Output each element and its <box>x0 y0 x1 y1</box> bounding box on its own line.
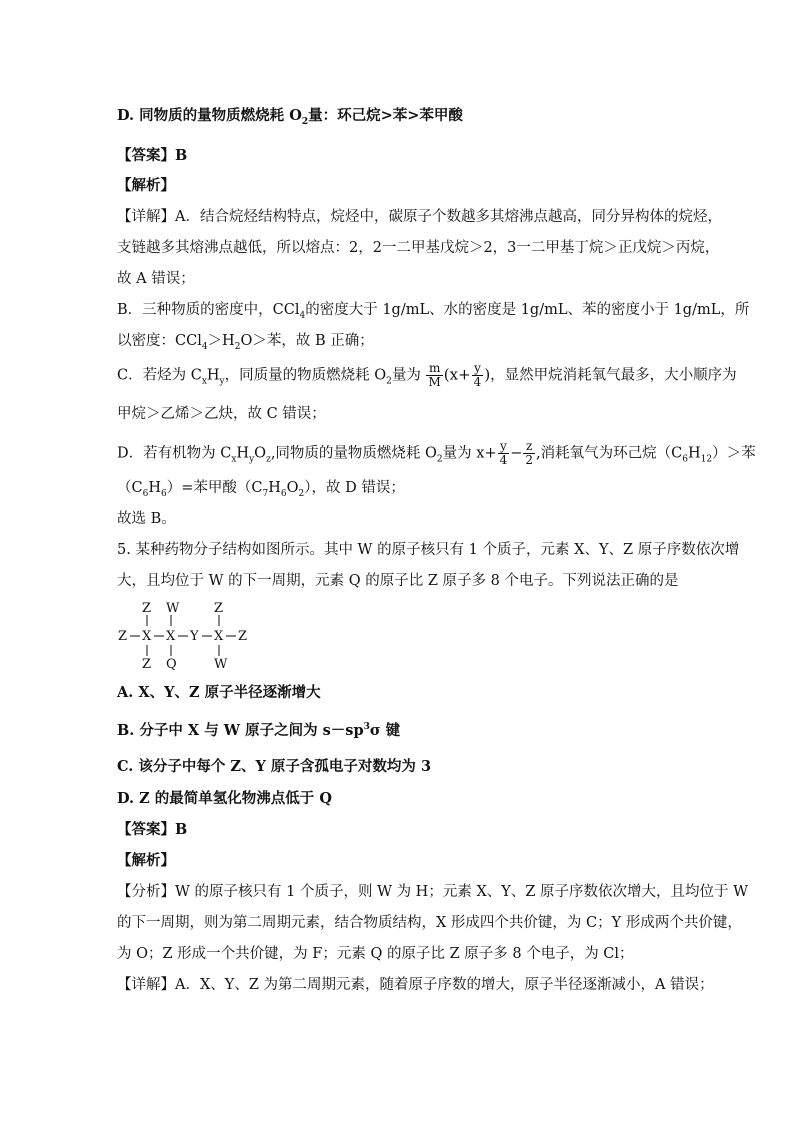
atom-mid-z1: Z <box>118 629 128 644</box>
q4-analysis-heading: 【解析】 <box>117 177 175 194</box>
atom-top-w: W <box>166 601 180 616</box>
q5-option-c: C. 该分子中每个 Z、Y 原子含孤电子对数均为 3 <box>117 758 432 775</box>
q4-detail-c-line2: 甲烷＞乙烯＞乙炔，故 C 错误； <box>117 406 326 422</box>
q5-fenxi-line2: 的下一周期，则为第二周期元素，结合物质结构，X 形成四个共价键，为 C；Y 形成两个共价键， <box>117 915 742 931</box>
q4-detail-a-line3: 故 A 错误； <box>117 271 195 287</box>
q4-detail-b-line2: 以密度：$CCl_4>H_2O>$苯，故 B 正确； <box>117 333 374 352</box>
atom-bottom-q: Q <box>166 657 177 672</box>
fraction-y-over-4-d: $\frac{y}{4}$ <box>499 439 508 467</box>
q5-fenxi-line3: 为 O；Z 形成一个共价键，为 F；元素 Q 的原子比 Z 原子多 8 个电子，为 Cl； <box>117 946 634 962</box>
atom-top-z1: Z <box>142 601 152 616</box>
q5-stem-line1: 5. 某种药物分子结构如图所示。其中 W 的原子核只有 1 个质子，元素 X、Y、Z 原子序数依次增 <box>117 542 740 558</box>
atom-bottom-w: W <box>214 657 228 672</box>
q5-detail-line1: 【详解】A．X、Y、Z 为第二周期元素，随着原子序数的增大，原子半径逐渐减小，A 错误； <box>117 977 714 993</box>
atom-mid-y: Y <box>190 629 199 644</box>
q5-answer: 【答案】B <box>117 821 188 838</box>
atom-mid-x2: X <box>166 629 176 644</box>
q4-detail-c-line1: C．若烃为 $C_xH_y$，同质量的物质燃烧耗 $O_2$量为 $\frac{m}{M}$ (x+ $\frac{y}{4}$ )，显然甲烷消耗氧气最多，大小顺序为 <box>117 361 737 389</box>
q5-option-b: B. 分子中 X 与 W 原子之间为 $s-sp^3\sigma$ 键 <box>117 722 401 739</box>
q4-option-d: D. 同物质的量物质燃烧耗 $O_2$量：环己烷>苯>苯甲酸 <box>117 107 463 127</box>
q5-stem-line2: 大，且均位于 W 的下一周期，元素 Q 的原子比 Z 原子多 8 个电子。下列说法正确的是 <box>117 573 679 589</box>
atom-bottom-z: Z <box>142 657 152 672</box>
q4-answer: 【答案】B <box>117 147 188 164</box>
atom-mid-x3: X <box>214 629 224 644</box>
q4-detail-a-line2: 支链越多其熔沸点越低，所以熔点：2，2一二甲基戊烷＞2，3一二甲基丁烷＞正戊烷＞丙烷， <box>117 240 720 256</box>
atom-top-z2: Z <box>214 601 224 616</box>
q4-detail-d-line2: $(C_6H_6)=$苯甲酸$(C_7H_6O_2)$，故 D 错误； <box>117 480 405 499</box>
q5-fenxi-line1: 【分析】W 的原子核只有 1 个质子，则 W 为 H；元素 X、Y、Z 原子序数依次增大，且均位于 W <box>117 884 749 900</box>
fraction-z-over-2: $\frac{z}{2}$ <box>525 439 534 467</box>
fraction-m-over-M: $\frac{m}{M}$ <box>428 361 441 389</box>
q4-detail-b-line1: B．三种物质的密度中，CCl$_4$的密度大于 1g/mL、水的密度是 1g/mL、苯的密度小于 1g/mL，所 <box>117 302 750 321</box>
fraction-y-over-4: $\frac{y}{4}$ <box>473 361 482 389</box>
atom-mid-z2: Z <box>238 629 248 644</box>
q5-option-d: D. Z 的最简单氢化物沸点低于 Q <box>117 790 332 807</box>
q4-detail-a-line1: 【详解】A．结合烷烃结构特点，烷烃中，碳原子个数越多其熔沸点越高，同分异构体的烷烃， <box>117 209 722 225</box>
q5-option-a: A. X、Y、Z 原子半径逐渐增大 <box>117 684 321 701</box>
q5-analysis-heading: 【解析】 <box>117 852 175 869</box>
q4-conclusion: 故选 B。 <box>117 511 176 527</box>
q4-detail-d-line1: D．若有机物为 $C_xH_yO_z$,同物质的量物质燃烧耗 $O_2$量为 x+ $\frac{y}{4}$ − $\frac{z}{2}$ ,消耗氧气为环己烷$(C_6H_{12})>$苯 <box>117 439 756 467</box>
molecule-structure-diagram <box>117 600 267 672</box>
atom-mid-x1: X <box>142 629 152 644</box>
